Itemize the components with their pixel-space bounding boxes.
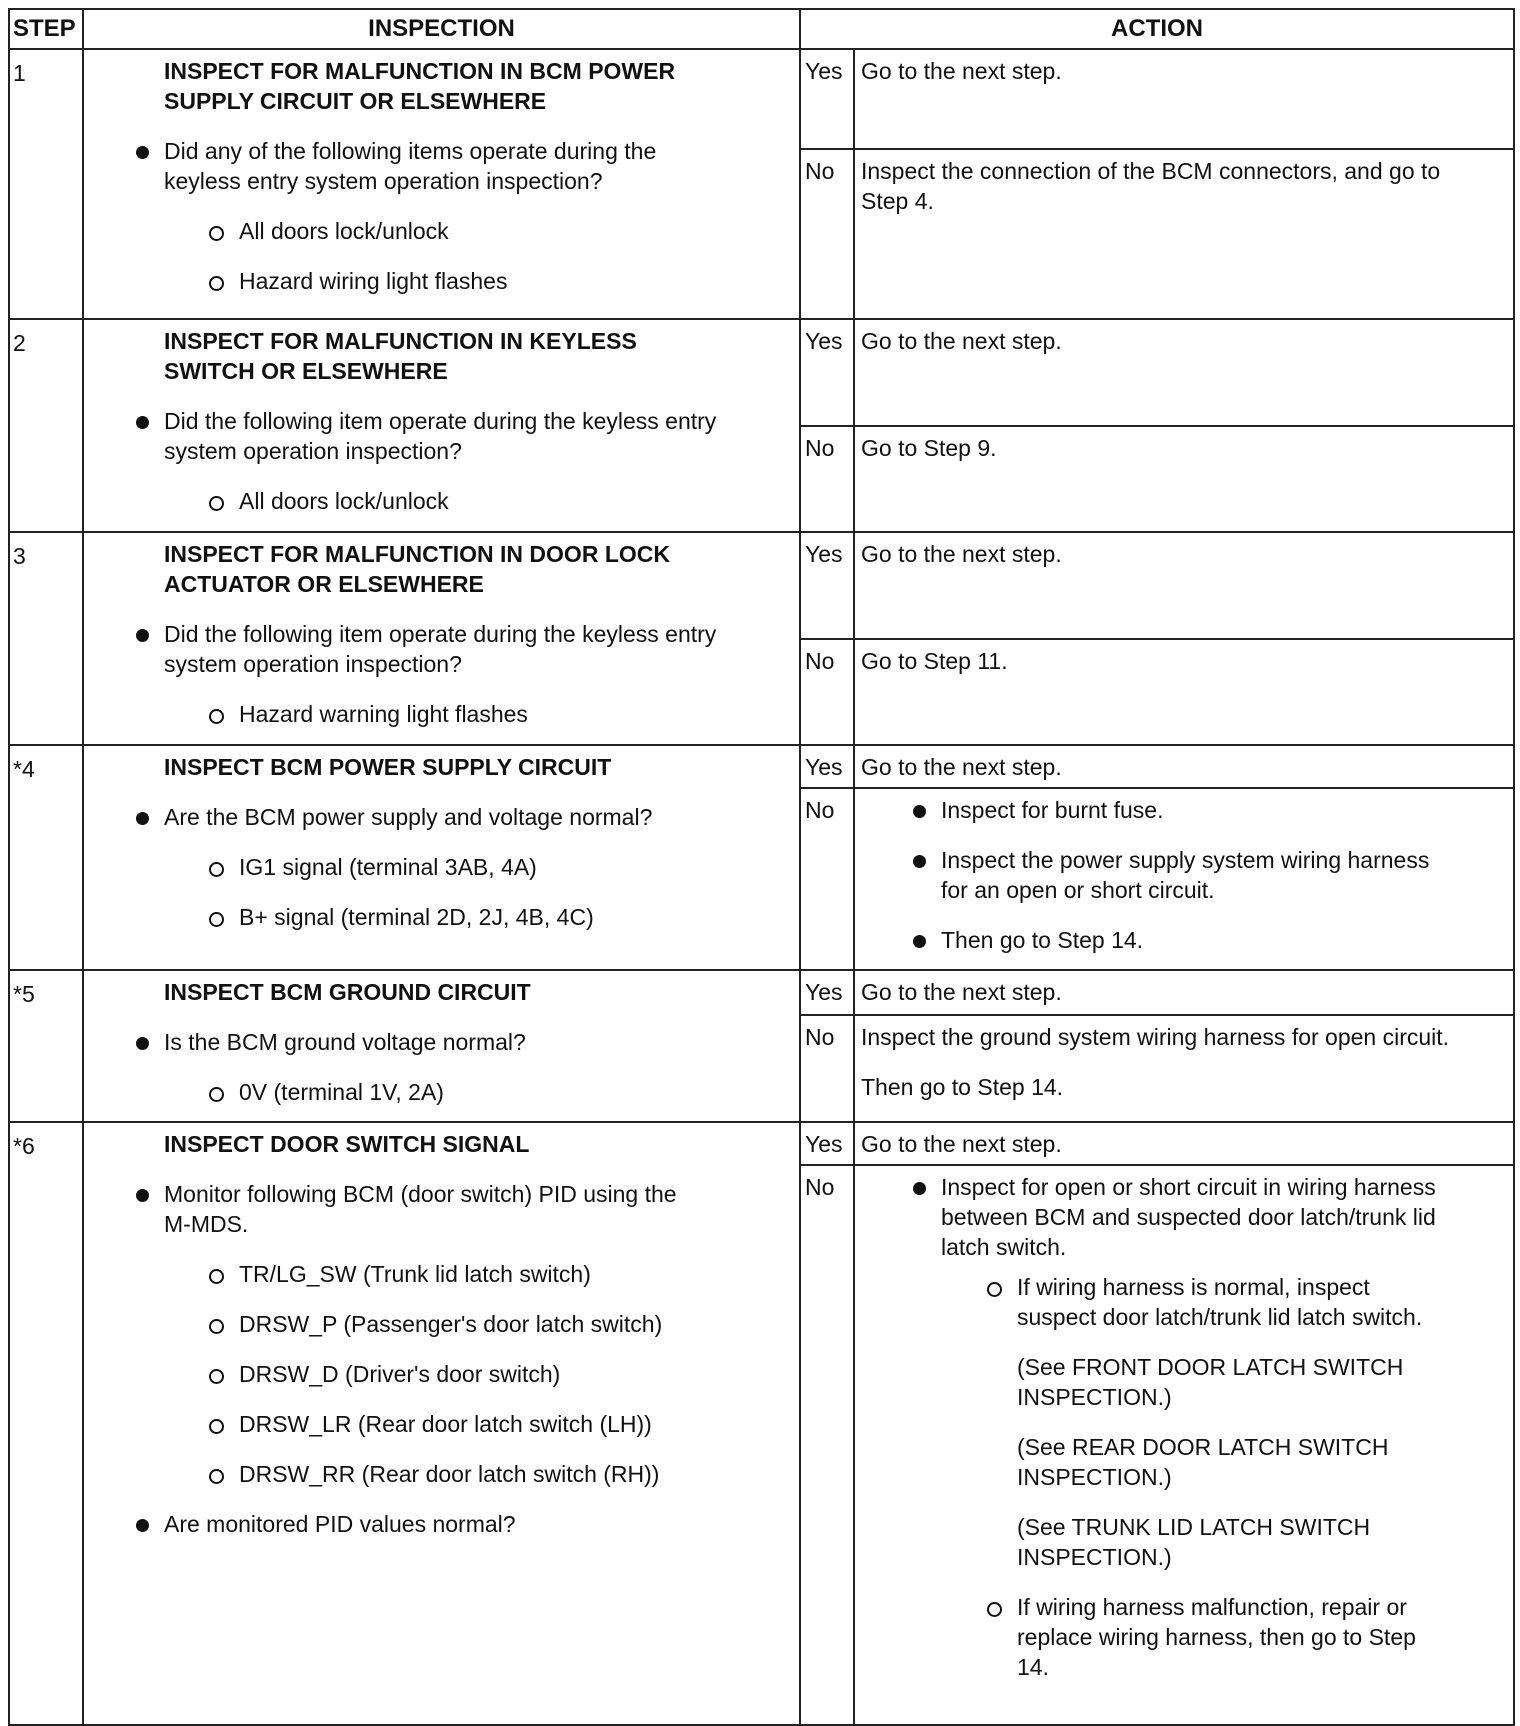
inspection-cell	[83, 1122, 800, 1725]
inspection-sub-item: DRSW_D (Driver's door switch)	[239, 1359, 791, 1389]
action-text: Inspect the ground system wiring harness for open circuit.	[861, 1024, 1450, 1050]
inspection-title: INSPECT BCM POWER SUPPLY CIRCUIT	[164, 754, 612, 780]
inspection-title: INSPECT FOR MALFUNCTION IN DOOR LOCK ACTUATOR OR ELSEWHERE	[164, 541, 670, 597]
inspection-title: INSPECT BCM GROUND CIRCUIT	[164, 979, 531, 1005]
inspection-question: Are monitored PID values normal?	[164, 1509, 791, 1539]
troubleshooting-document	[8, 8, 1513, 1726]
inspection-cell	[83, 970, 800, 1122]
inspection-sub-item: All doors lock/unlock	[239, 486, 791, 516]
no-label: No	[800, 1165, 854, 1725]
inspection-title: INSPECT FOR MALFUNCTION IN KEYLESS SWITCH OR ELSEWHERE	[164, 328, 637, 384]
action-sub-item: If wiring harness malfunction, repair or replace wiring harness, then go to Step 14.	[1017, 1592, 1505, 1682]
step-number: 1	[9, 49, 83, 319]
yes-label: Yes	[800, 970, 854, 1015]
table-row	[9, 1122, 1514, 1165]
yes-action: Go to the next step.	[854, 319, 1514, 426]
header-step: STEP	[9, 9, 83, 49]
no-action: Go to Step 11.	[854, 639, 1514, 745]
table-row	[9, 970, 1514, 1015]
no-label: No	[800, 639, 854, 745]
inspection-sub-item: Hazard warning light flashes	[239, 699, 791, 729]
inspection-sub-item: B+ signal (terminal 2D, 2J, 4B, 4C)	[239, 902, 791, 932]
inspection-sub-item: TR/LG_SW (Trunk lid latch switch)	[239, 1259, 791, 1289]
action-sub-item: If wiring harness is normal, inspect suspect door latch/trunk lid latch switch.	[1017, 1272, 1505, 1332]
table-row	[9, 745, 1514, 788]
inspection-title: INSPECT DOOR SWITCH SIGNAL	[164, 1131, 530, 1157]
no-action	[854, 1015, 1514, 1122]
yes-label: Yes	[800, 319, 854, 426]
inspection-sub-item: DRSW_RR (Rear door latch switch (RH))	[239, 1459, 791, 1489]
action-bullet: Inspect for open or short circuit in wiring harness between BCM and suspected door latch/trunk lid latch switch.	[941, 1172, 1505, 1262]
no-label: No	[800, 426, 854, 532]
no-label: No	[800, 788, 854, 970]
inspection-sub-item: 0V (terminal 1V, 2A)	[239, 1077, 791, 1107]
see-reference: (See FRONT DOOR LATCH SWITCH INSPECTION.)	[1017, 1354, 1404, 1410]
inspection-question: Is the BCM ground voltage normal?	[164, 1027, 791, 1057]
action-bullet: Inspect the power supply system wiring harness for an open or short circuit.	[941, 845, 1505, 905]
see-reference: (See REAR DOOR LATCH SWITCH INSPECTION.)	[1017, 1434, 1389, 1490]
step-number: *6	[9, 1122, 83, 1725]
step-number: *4	[9, 745, 83, 970]
inspection-sub-item: DRSW_P (Passenger's door latch switch)	[239, 1309, 791, 1339]
inspection-sub-item: Hazard wiring light flashes	[239, 266, 791, 296]
inspection-question: Did the following item operate during the keyless entry system operation inspection?	[164, 406, 791, 466]
inspection-question: Monitor following BCM (door switch) PID using the M-MDS.	[164, 1179, 791, 1239]
see-reference: (See TRUNK LID LATCH SWITCH INSPECTION.)	[1017, 1514, 1371, 1570]
yes-action: Go to the next step.	[854, 970, 1514, 1015]
no-label: No	[800, 1015, 854, 1122]
yes-label: Yes	[800, 1122, 854, 1165]
header-action: ACTION	[800, 9, 1514, 49]
inspection-cell	[83, 49, 800, 319]
inspection-cell	[83, 319, 800, 532]
inspection-sub-item: All doors lock/unlock	[239, 216, 791, 246]
action-bullet: Inspect for burnt fuse.	[941, 795, 1505, 825]
header-inspection: INSPECTION	[83, 9, 800, 49]
action-bullet: Then go to Step 14.	[941, 925, 1505, 955]
action-text: Then go to Step 14.	[861, 1074, 1064, 1100]
inspection-question: Did any of the following items operate during the keyless entry system operation inspection?	[164, 136, 791, 196]
no-action	[854, 788, 1514, 970]
inspection-title: INSPECT FOR MALFUNCTION IN BCM POWER SUPPLY CIRCUIT OR ELSEWHERE	[164, 58, 676, 114]
yes-action: Go to the next step.	[854, 745, 1514, 788]
no-action: Go to Step 9.	[854, 426, 1514, 532]
table-row	[9, 319, 1514, 426]
yes-label: Yes	[800, 745, 854, 788]
step-number: *5	[9, 970, 83, 1122]
table-row	[9, 532, 1514, 639]
inspection-cell	[83, 745, 800, 970]
yes-action: Go to the next step.	[854, 1122, 1514, 1165]
table-header-row	[9, 9, 1514, 49]
yes-label: Yes	[800, 49, 854, 149]
no-action: Inspect the connection of the BCM connectors, and go to Step 4.	[854, 149, 1514, 319]
yes-label: Yes	[800, 532, 854, 639]
inspection-question: Did the following item operate during the keyless entry system operation inspection?	[164, 619, 791, 679]
inspection-sub-item: IG1 signal (terminal 3AB, 4A)	[239, 852, 791, 882]
yes-action: Go to the next step.	[854, 532, 1514, 639]
table-row	[9, 49, 1514, 149]
no-label: No	[800, 149, 854, 319]
step-number: 3	[9, 532, 83, 745]
inspection-cell	[83, 532, 800, 745]
step-number: 2	[9, 319, 83, 532]
inspection-sub-item: DRSW_LR (Rear door latch switch (LH))	[239, 1409, 791, 1439]
inspection-question: Are the BCM power supply and voltage normal?	[164, 802, 791, 832]
inspection-table	[8, 8, 1515, 1726]
no-action	[854, 1165, 1514, 1725]
yes-action: Go to the next step.	[854, 49, 1514, 149]
